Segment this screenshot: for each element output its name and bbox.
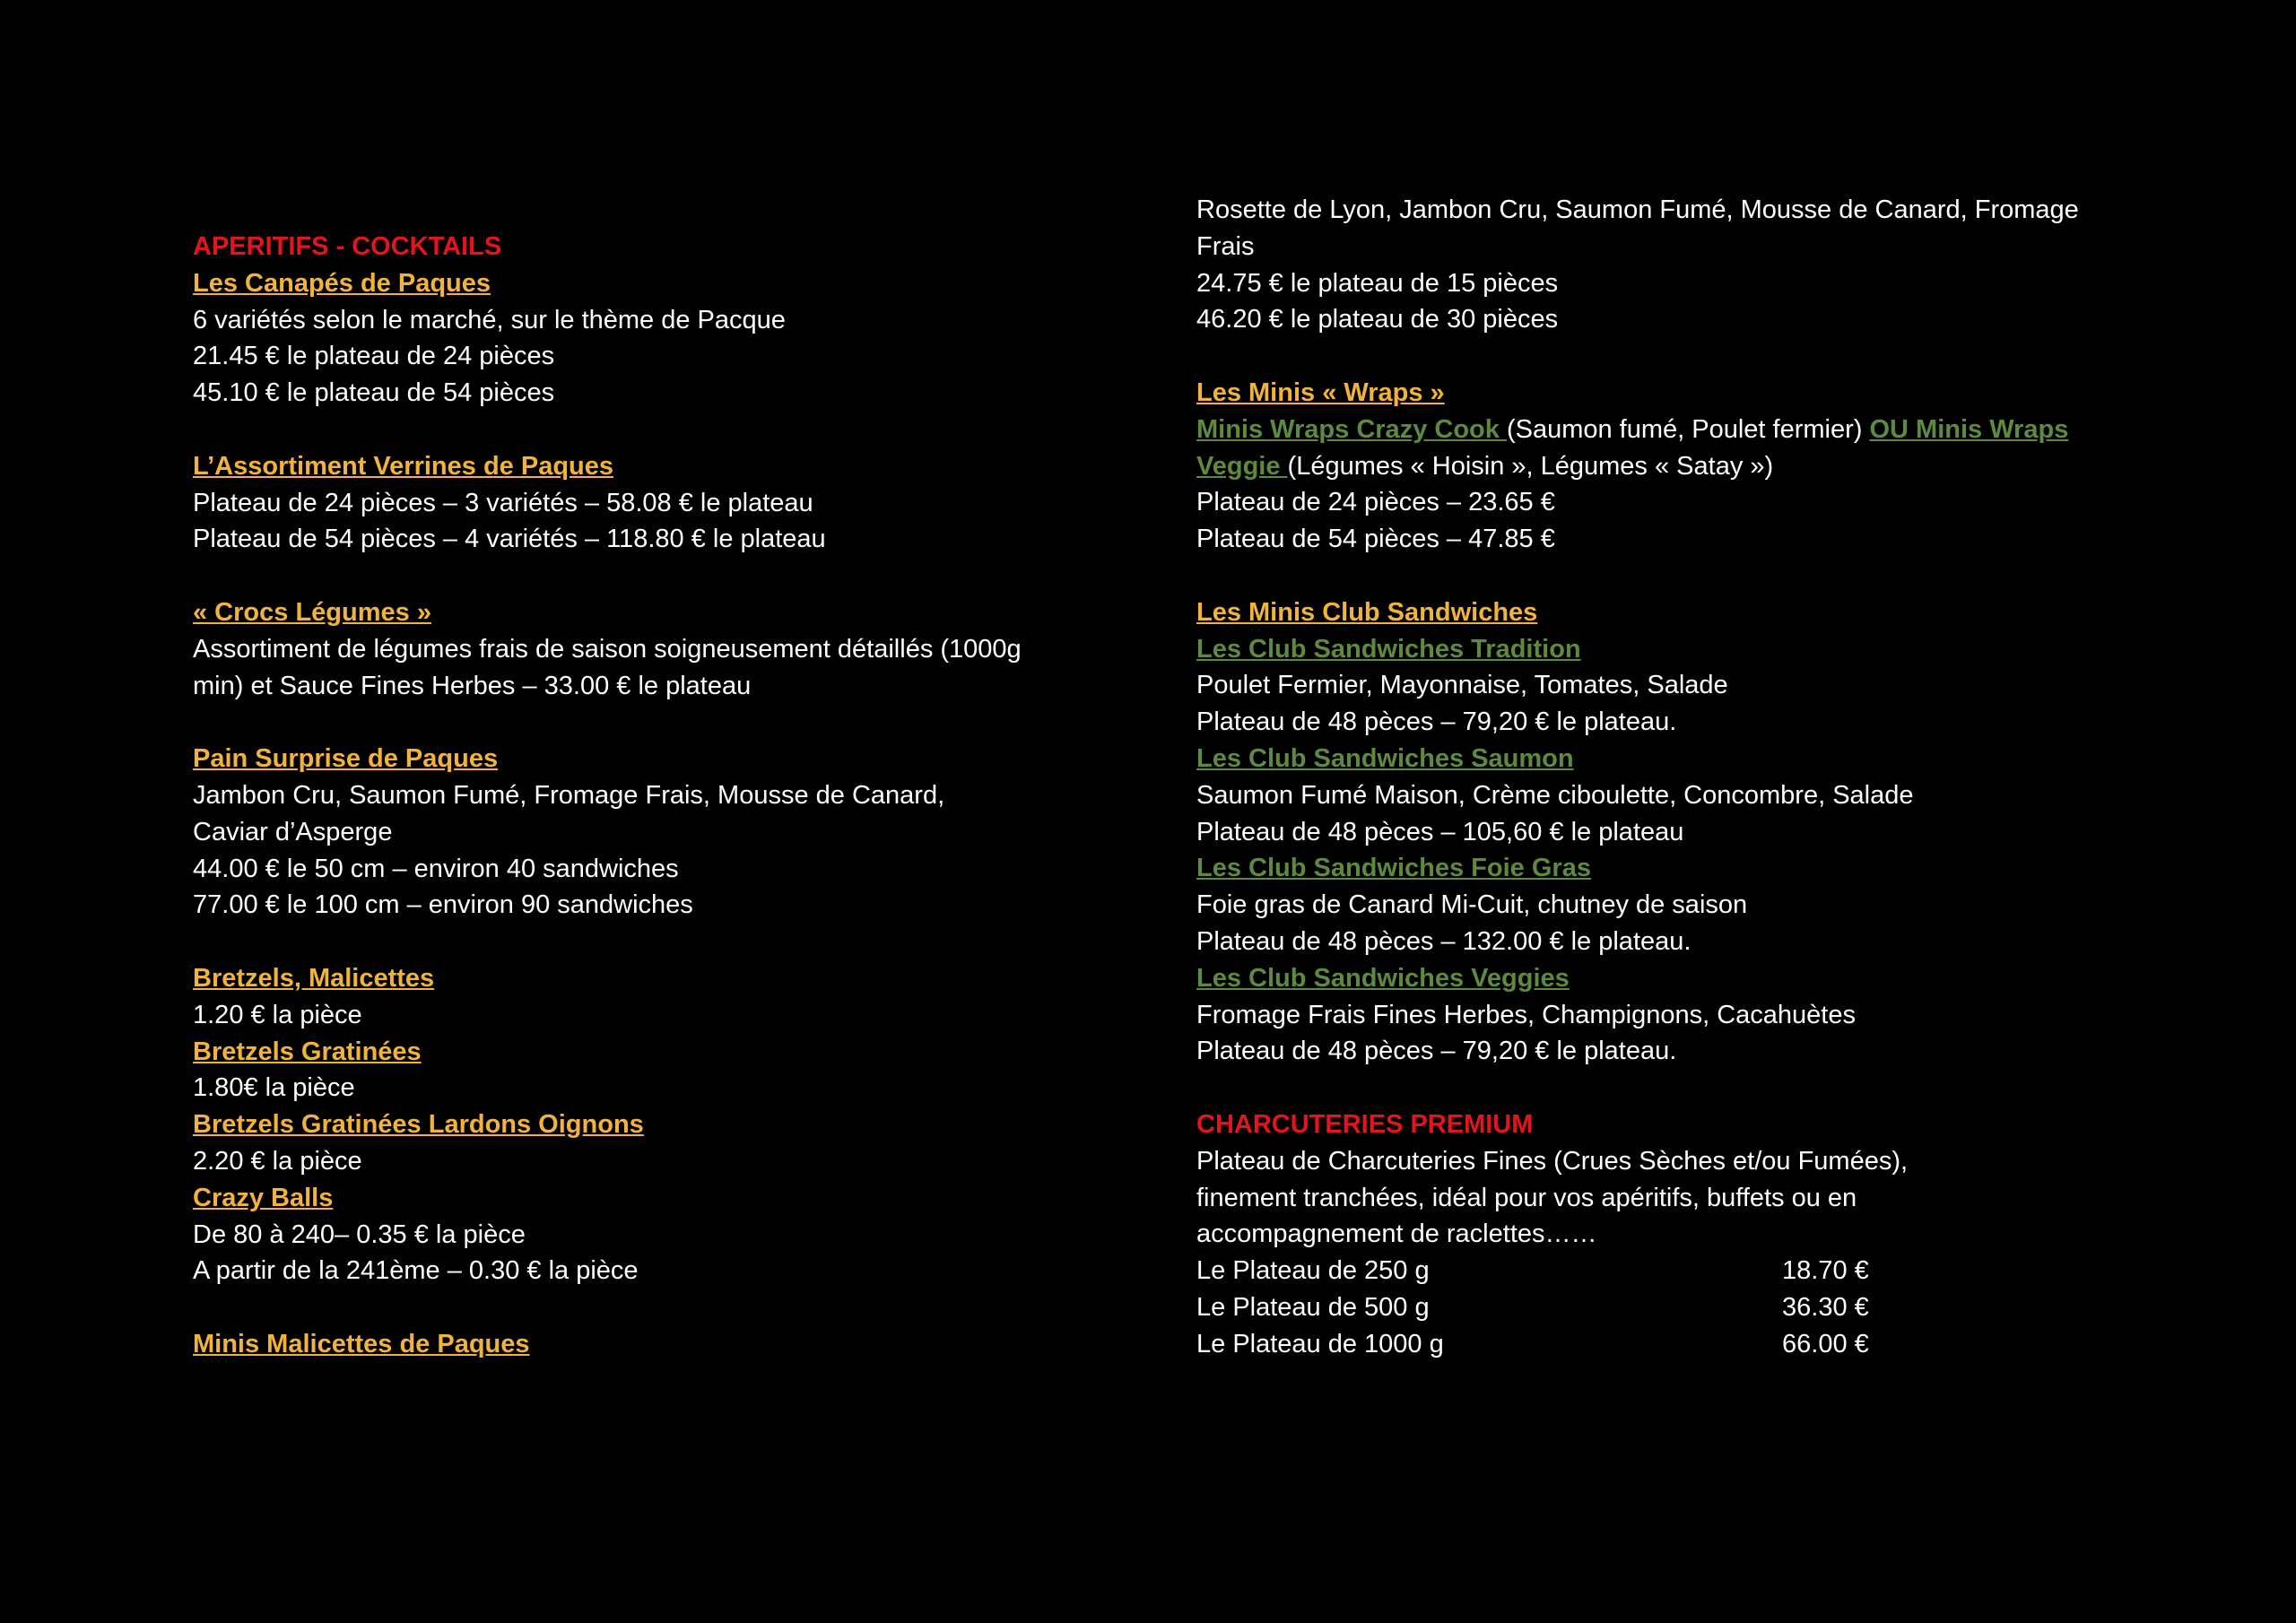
bretzels-price: 1.20 € la pièce xyxy=(193,1000,362,1029)
wraps-crazy-cook-link[interactable]: Minis Wraps Crazy Cook xyxy=(1196,414,1507,444)
pain-surprise-line: Caviar d’Asperge xyxy=(193,817,393,846)
crocs-title: « Crocs Légumes » xyxy=(193,597,431,627)
verrines-line: Plateau de 24 pièces – 3 variétés – 58.08 € le plateau xyxy=(193,488,813,517)
club-tradition-title[interactable]: Les Club Sandwiches Tradition xyxy=(1196,634,1581,664)
charcuteries-price-row xyxy=(1196,1253,2129,1289)
canapes-line: 45.10 € le plateau de 54 pièces xyxy=(193,378,555,408)
bretzels-gratinees-price: 1.80€ la pièce xyxy=(193,1073,355,1103)
bretzels-title: Bretzels, Malicettes xyxy=(193,963,435,993)
wraps-line-2 xyxy=(1196,448,2129,485)
club-tradition-desc: Poulet Fermier, Mayonnaise, Tomates, Salade xyxy=(1196,671,1728,700)
wraps-crazy-cook-desc: (Saumon fumé, Poulet fermier) xyxy=(1506,414,1870,444)
crocs-line: min) et Sauce Fines Herbes – 33.00 € le plateau xyxy=(193,671,752,700)
wraps-title: Les Minis « Wraps » xyxy=(1196,378,1445,407)
pain-surprise-line: Jambon Cru, Saumon Fumé, Fromage Frais, Mousse de Canard, xyxy=(193,780,945,810)
club-foie-gras-title[interactable]: Les Club Sandwiches Foie Gras xyxy=(1196,854,1591,883)
malicettes-line: 24.75 € le plateau de 15 pièces xyxy=(1196,268,1559,298)
charcuteries-line: finement tranchées, idéal pour vos apéritifs, buffets ou en xyxy=(1196,1183,1857,1212)
wraps-veggie-desc: (Légumes « Hoisin », Légumes « Satay ») xyxy=(1287,451,1774,481)
bretzels-lardons-price: 2.20 € la pièce xyxy=(193,1146,362,1176)
bretzels-lardons-title: Bretzels Gratinées Lardons Oignons xyxy=(193,1110,644,1140)
malicettes-line: 46.20 € le plateau de 30 pièces xyxy=(1196,305,1559,334)
right-column xyxy=(1196,192,2129,1363)
wraps-line-1 xyxy=(1196,412,2129,448)
canapes-line: 21.45 € le plateau de 24 pièces xyxy=(193,342,555,371)
crazy-balls-line: De 80 à 240– 0.35 € la pièce xyxy=(193,1219,526,1249)
section-title-aperitifs: APERITIFS - COCKTAILS xyxy=(193,232,502,261)
wraps-price: Plateau de 54 pièces – 47.85 € xyxy=(1196,525,1555,554)
section-title-charcuteries: CHARCUTERIES PREMIUM xyxy=(1196,1109,1534,1139)
pain-surprise-line: 44.00 € le 50 cm – environ 40 sandwiches xyxy=(193,854,679,883)
price-row-label: Le Plateau de 1000 g xyxy=(1196,1329,1444,1358)
pain-surprise-line: 77.00 € le 100 cm – environ 90 sandwiches xyxy=(193,890,693,920)
price-row-value: 18.70 € xyxy=(1782,1256,1869,1286)
club-title: Les Minis Club Sandwiches xyxy=(1196,597,1538,627)
club-foie-gras-price: Plateau de 48 pèces – 132.00 € le plateau. xyxy=(1196,926,1692,956)
wraps-veggie-link[interactable]: OU Minis Wraps xyxy=(1869,414,2069,444)
wraps-price: Plateau de 24 pièces – 23.65 € xyxy=(1196,488,1555,517)
canapes-title: Les Canapés de Paques xyxy=(193,268,491,298)
crazy-balls-line: A partir de la 241ème – 0.30 € la pièce xyxy=(193,1256,639,1286)
club-saumon-title[interactable]: Les Club Sandwiches Saumon xyxy=(1196,743,1574,773)
price-row-label: Le Plateau de 500 g xyxy=(1196,1292,1430,1322)
charcuteries-line: accompagnement de raclettes…… xyxy=(1196,1219,1597,1249)
charcuteries-price-row xyxy=(1196,1289,2129,1326)
club-saumon-price: Plateau de 48 pèces – 105,60 € le plateau xyxy=(1196,817,1684,846)
pain-surprise-title: Pain Surprise de Paques xyxy=(193,744,499,774)
left-column xyxy=(193,229,1126,1363)
club-veggies-price: Plateau de 48 pèces – 79,20 € le plateau. xyxy=(1196,1037,1677,1066)
charcuteries-line: Plateau de Charcuteries Fines (Crues Sèches et/ou Fumées), xyxy=(1196,1146,1909,1176)
club-saumon-desc: Saumon Fumé Maison, Crème ciboulette, Concombre, Salade xyxy=(1196,780,1914,810)
crazy-balls-title: Crazy Balls xyxy=(193,1183,334,1212)
malicettes-line: Frais xyxy=(1196,231,1255,261)
club-veggies-desc: Fromage Frais Fines Herbes, Champignons, Cacahuètes xyxy=(1196,1000,1856,1029)
bretzels-gratinees-title: Bretzels Gratinées xyxy=(193,1037,422,1066)
club-foie-gras-desc: Foie gras de Canard Mi-Cuit, chutney de saison xyxy=(1196,890,1748,920)
price-row-label: Le Plateau de 250 g xyxy=(1196,1256,1430,1286)
price-row-value: 66.00 € xyxy=(1782,1329,1869,1358)
price-row-value: 36.30 € xyxy=(1782,1292,1869,1322)
charcuteries-price-row xyxy=(1196,1326,2129,1363)
malicettes-line: Rosette de Lyon, Jambon Cru, Saumon Fumé, Mousse de Canard, Fromage xyxy=(1196,195,2079,224)
minis-malicettes-title: Minis Malicettes de Paques xyxy=(193,1329,530,1358)
crocs-line: Assortiment de légumes frais de saison soigneusement détaillés (1000g xyxy=(193,634,1022,664)
verrines-line: Plateau de 54 pièces – 4 variétés – 118.80 € le plateau xyxy=(193,525,826,554)
verrines-title: L’Assortiment Verrines de Paques xyxy=(193,451,614,481)
wraps-veggie-link-cont[interactable]: Veggie xyxy=(1196,451,1288,481)
canapes-line: 6 variétés selon le marché, sur le thème de Pacque xyxy=(193,305,786,334)
club-veggies-title[interactable]: Les Club Sandwiches Veggies xyxy=(1196,963,1570,993)
club-tradition-price: Plateau de 48 pèces – 79,20 € le plateau. xyxy=(1196,707,1677,737)
